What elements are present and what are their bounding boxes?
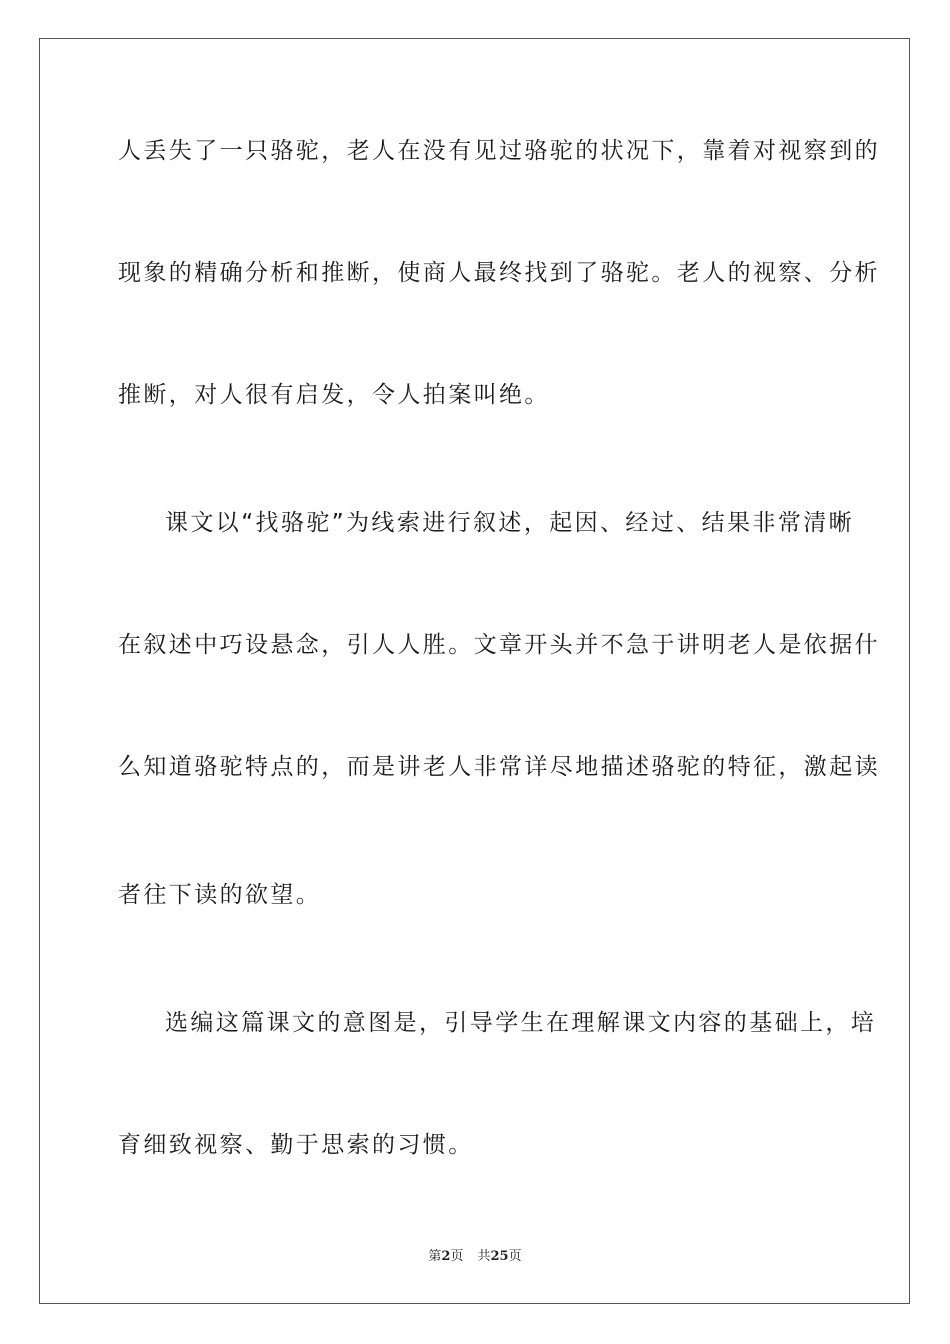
- total-prefix: 共: [477, 1249, 491, 1264]
- total-pages: 25: [490, 1249, 509, 1264]
- page-footer: [0, 1249, 950, 1265]
- text-line-3: 推断，对人很有启发，令人拍案叫绝。: [118, 382, 550, 408]
- page-number: 2: [441, 1249, 451, 1264]
- page-border: [39, 38, 910, 1304]
- total-suffix: 页: [508, 1249, 522, 1264]
- text-line-6: 么知道骆驼特点的，而是讲老人非常详尽地描述骆驼的特征，激起读: [118, 754, 880, 780]
- page-prefix: 第: [428, 1249, 442, 1264]
- text-line-4: 课文以“找骆驼”为线索进行叙述，起因、经过、结果非常清晰: [165, 510, 855, 536]
- text-line-5: 在叙述中巧设悬念，引人人胜。文章开头并不急于讲明老人是依据什: [118, 632, 880, 658]
- page-suffix: 页: [450, 1249, 464, 1264]
- text-line-2: 现象的精确分析和推断，使商人最终找到了骆驼。老人的视察、分析: [118, 260, 880, 286]
- text-line-1: 人丢失了一只骆驼，老人在没有见过骆驼的状况下，靠着对视察到的: [118, 138, 880, 164]
- text-line-8: 选编这篇课文的意图是，引导学生在理解课文内容的基础上，培: [165, 1010, 877, 1036]
- text-line-7: 者往下读的欲望。: [118, 882, 322, 908]
- text-line-9: 育细致视察、勤于思索的习惯。: [118, 1132, 474, 1158]
